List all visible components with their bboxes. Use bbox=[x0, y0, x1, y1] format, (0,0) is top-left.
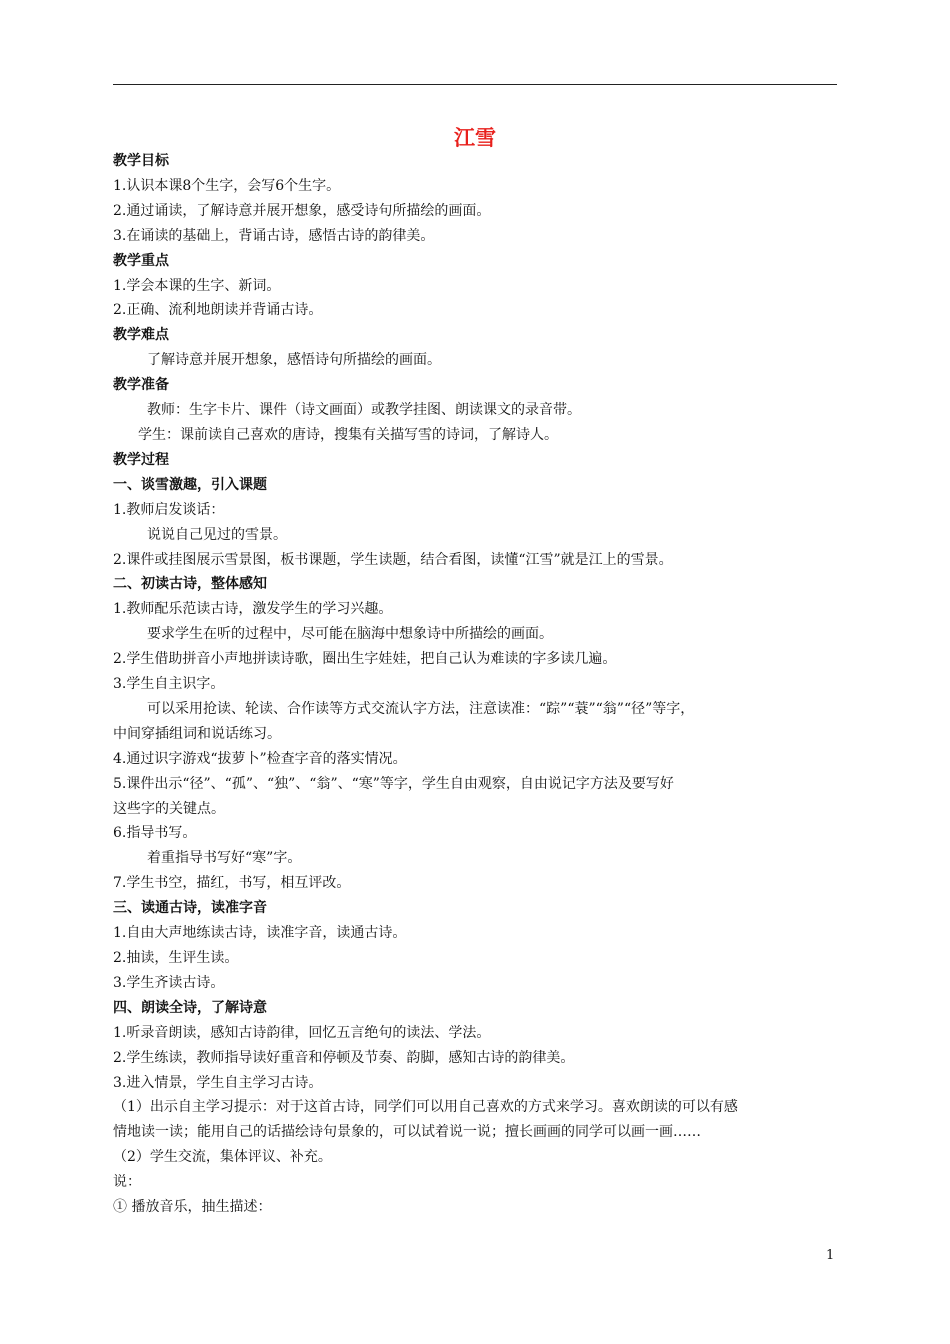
text-line: 学生：课前读自己喜欢的唐诗，搜集有关描写雪的诗词，了解诗人。 bbox=[138, 426, 558, 443]
section-heading: 教学重点 bbox=[113, 252, 169, 269]
text-line: 2.课件或挂图展示雪景图，板书课题，学生读题，结合看图，读懂“江雪”就是江上的雪景。 bbox=[113, 551, 673, 568]
text-line: 1.教师配乐范读古诗，激发学生的学习兴趣。 bbox=[113, 601, 393, 618]
text-line: 2.学生练读，教师指导读好重音和停顿及节奏、韵脚，感知古诗的韵律美。 bbox=[113, 1049, 575, 1066]
text-line: （1）出示自主学习提示：对于这首古诗，同学们可以用自己喜欢的方式来学习。喜欢朗读的可以有感 bbox=[113, 1099, 738, 1116]
text-line: 3.学生自主识字。 bbox=[113, 676, 225, 693]
text-line: 说说自己见过的雪景。 bbox=[147, 526, 287, 543]
text-line: 可以采用抢读、轮读、合作读等方式交流认字方法，注意读准：“踪”“蓑”“翁”“径”等字， bbox=[147, 700, 695, 717]
text-line: （2）学生交流，集体评议、补充。 bbox=[113, 1149, 332, 1166]
text-line: 3.在诵读的基础上，背诵古诗，感悟古诗的韵律美。 bbox=[113, 227, 435, 244]
text-line: 2.正确、流利地朗读并背诵古诗。 bbox=[113, 302, 323, 319]
text-line: 这些字的关键点。 bbox=[113, 800, 225, 817]
text-line: 1.听录音朗读，感知古诗韵律，回忆五言绝句的读法、学法。 bbox=[113, 1024, 491, 1041]
text-line: 7.学生书空，描红，书写，相互评改。 bbox=[113, 875, 351, 892]
document-body bbox=[113, 149, 837, 1220]
text-line: 3.进入情景，学生自主学习古诗。 bbox=[113, 1074, 323, 1091]
section-heading: 教学难点 bbox=[113, 327, 169, 344]
section-heading: 教学目标 bbox=[113, 153, 169, 169]
text-line: 说： bbox=[113, 1174, 141, 1191]
text-line: 1.学会本课的生字、新词。 bbox=[113, 277, 281, 294]
section-heading: 四、朗读全诗，了解诗意 bbox=[113, 999, 267, 1016]
text-line: ① 播放音乐，抽生描述： bbox=[113, 1199, 272, 1216]
page-number: 1 bbox=[826, 1248, 835, 1263]
text-line: 2.通过诵读，了解诗意并展开想象，感受诗句所描绘的画面。 bbox=[113, 202, 491, 219]
text-line: 要求学生在听的过程中，尽可能在脑海中想象诗中所描绘的画面。 bbox=[147, 626, 553, 643]
text-line: 5.课件出示“径”、“孤”、“独”、“翁”、“寒”等字，学生自由观察，自由说记字方法及要写好 bbox=[113, 775, 674, 792]
text-line: 6.指导书写。 bbox=[113, 825, 197, 842]
text-line: 了解诗意并展开想象，感悟诗句所描绘的画面。 bbox=[147, 352, 441, 369]
section-heading: 二、初读古诗，整体感知 bbox=[113, 576, 267, 593]
text-line: 着重指导书写好“寒”字。 bbox=[147, 850, 302, 867]
text-line: 2.学生借助拼音小声地拼读诗歌，圈出生字娃娃，把自己认为难读的字多读几遍。 bbox=[113, 651, 617, 668]
text-line: 4.通过识字游戏“拔萝卜”检查字音的落实情况。 bbox=[113, 750, 407, 767]
section-heading: 一、谈雪激趣，引入课题 bbox=[113, 476, 267, 493]
text-line: 1.教师启发谈话： bbox=[113, 501, 225, 518]
section-heading: 教学过程 bbox=[113, 451, 169, 468]
text-line: 中间穿插组词和说话练习。 bbox=[113, 725, 281, 742]
page-title: 江雪 bbox=[454, 126, 496, 150]
text-line: 教师：生字卡片、课件（诗文画面）或教学挂图、朗读课文的录音带。 bbox=[147, 402, 581, 419]
section-heading: 三、读通古诗，读准字音 bbox=[113, 900, 267, 917]
section-heading: 教学准备 bbox=[113, 377, 169, 394]
text-line: 1.自由大声地练读古诗，读准字音，读通古诗。 bbox=[113, 925, 407, 942]
text-line: 1.认识本课8个生字，会写6个生字。 bbox=[113, 177, 341, 194]
text-line: 2.抽读，生评生读。 bbox=[113, 950, 239, 966]
text-line: 3.学生齐读古诗。 bbox=[113, 974, 225, 991]
text-line: 情地读一读；能用自己的话描绘诗句景象的，可以试着说一说；擅长画画的同学可以画一画…… bbox=[113, 1124, 701, 1141]
header-rule bbox=[113, 84, 837, 85]
